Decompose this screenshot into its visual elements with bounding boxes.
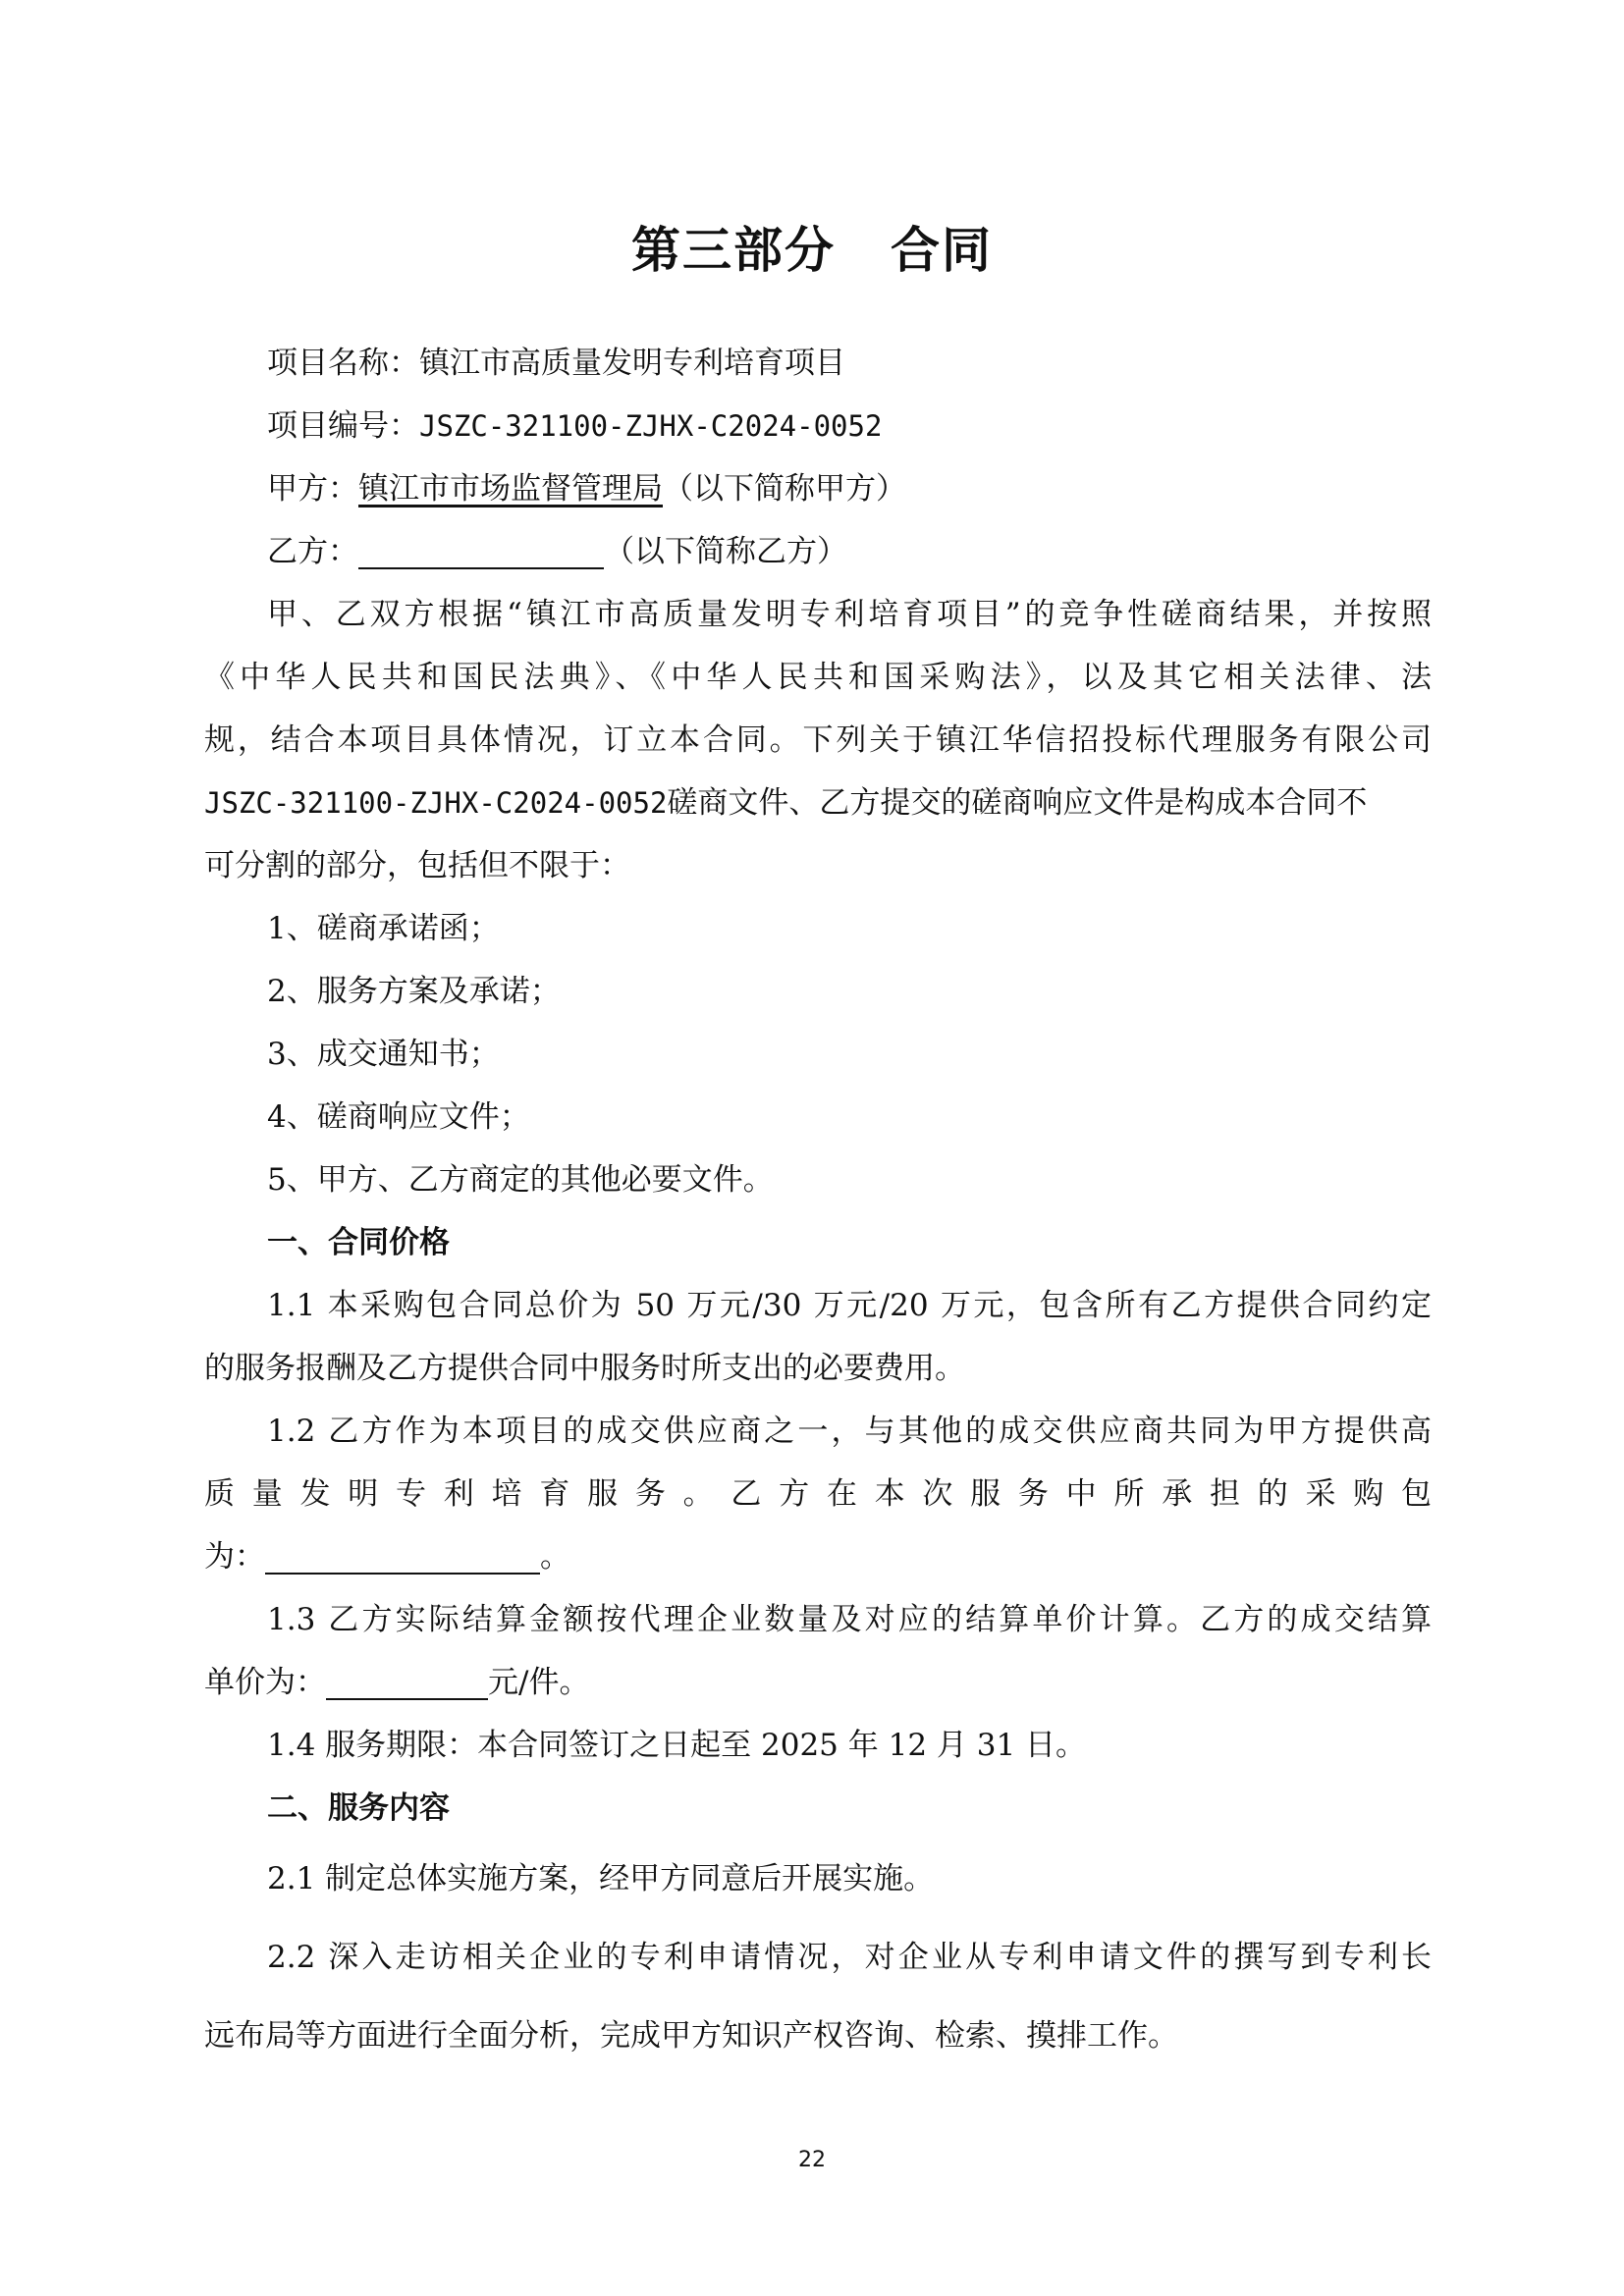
party-b-label: 乙方：	[267, 534, 358, 569]
clause-1-2-line-1: 1.2 乙方作为本项目的成交供应商之一，与其他的成交供应商共同为甲方提供高	[267, 1414, 1432, 1449]
intro-line-2: 《中华人民共和国民法典》、《中华人民共和国采购法》，以及其它相关法律、法	[204, 660, 1432, 695]
doc-item-5: 5、甲方、乙方商定的其他必要文件。	[267, 1162, 774, 1198]
section-2-heading: 二、服务内容	[267, 1790, 450, 1826]
clause-1-3-suffix: 元/件。	[488, 1665, 590, 1700]
party-a-label: 甲方：	[267, 471, 358, 507]
clause-1-3-prefix: 单价为：	[204, 1665, 326, 1700]
intro-line-4-text: 磋商文件、乙方提交的磋商响应文件是构成本合同不	[667, 785, 1368, 821]
project-name-line	[204, 332, 1432, 395]
intro-code: JSZC-321100-ZJHX-C2024-0052	[204, 786, 668, 820]
clause-1-4: 1.4 服务期限：本合同签订之日起至 2025 年 12 月 31 日。	[267, 1728, 1087, 1763]
clause-2-2-line-1: 2.2 深入走访相关企业的专利申请情况，对企业从专利申请文件的撰写到专利长	[267, 1940, 1432, 1975]
party-b-line	[204, 520, 1432, 583]
project-code-line	[204, 395, 1432, 457]
title-main: 第三部分	[631, 222, 836, 279]
clause-1-2-prefix: 为：	[204, 1539, 265, 1575]
intro-line-5: 可分割的部分，包括但不限于：	[204, 848, 630, 883]
clause-1-2-line-3	[204, 1525, 1432, 1588]
title-sub: 合同	[891, 222, 993, 279]
page-title	[0, 211, 1624, 282]
party-a-line	[204, 457, 1432, 520]
section-1-heading: 一、合同价格	[267, 1225, 450, 1260]
clause-1-2-line-2: 质 量 发 明 专 利 培 育 服 务 。 乙 方 在 本 次 服 务 中 所 承 担 的 采 购 包	[204, 1476, 1432, 1512]
party-b-suffix: （以下简称乙方）	[604, 534, 847, 569]
contract-body	[204, 332, 1432, 2075]
project-code-value: JSZC-321100-ZJHX-C2024-0052	[419, 409, 883, 443]
unit-price-blank	[326, 1661, 488, 1700]
clause-2-2-line-2: 远布局等方面进行全面分析，完成甲方知识产权咨询、检索、摸排工作。	[204, 2018, 1178, 2054]
project-name-label: 项目名称：	[267, 346, 419, 381]
clause-2-1: 2.1 制定总体实施方案，经甲方同意后开展实施。	[267, 1861, 935, 1896]
intro-line-3: 规，结合本项目具体情况，订立本合同。下列关于镇江华信招投标代理服务有限公司	[204, 722, 1432, 758]
doc-item-3: 3、成交通知书；	[267, 1037, 500, 1072]
clause-1-1-line-2: 的服务报酬及乙方提供合同中服务时所支出的必要费用。	[204, 1351, 965, 1386]
clause-1-3-line-2	[204, 1651, 1432, 1714]
clause-1-2-suffix: 。	[540, 1539, 570, 1575]
clause-1-3-line-1: 1.3 乙方实际结算金额按代理企业数量及对应的结算单价计算。乙方的成交结算	[267, 1602, 1432, 1637]
purchase-package-blank	[265, 1535, 540, 1575]
doc-item-4: 4、磋商响应文件；	[267, 1099, 530, 1135]
page-number: 22	[798, 2148, 826, 2172]
intro-line-4	[204, 772, 1432, 834]
intro-line-1: 甲、乙双方根据“镇江市高质量发明专利培育项目”的竞争性磋商结果，并按照	[267, 597, 1432, 632]
doc-item-2: 2、服务方案及承诺；	[267, 974, 561, 1009]
party-b-blank	[358, 530, 604, 569]
party-a-value: 镇江市市场监督管理局	[358, 471, 663, 507]
doc-item-1: 1、磋商承诺函；	[267, 911, 500, 946]
party-a-suffix: （以下简称甲方）	[663, 471, 906, 507]
project-code-label: 项目编号：	[267, 408, 419, 444]
project-name-value: 镇江市高质量发明专利培育项目	[419, 346, 845, 381]
clause-1-1-line-1: 1.1 本采购包合同总价为 50 万元/30 万元/20 万元，包含所有乙方提供合同约定	[267, 1288, 1432, 1323]
